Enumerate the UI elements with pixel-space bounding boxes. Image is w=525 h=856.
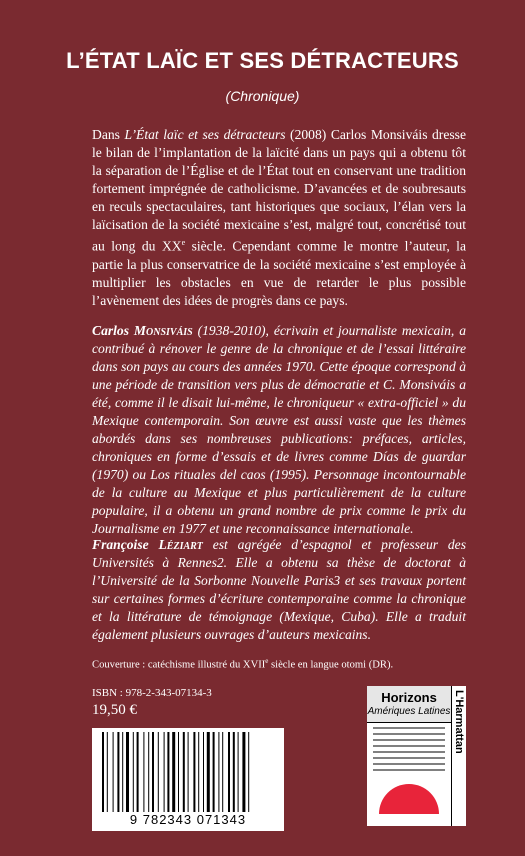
barcode-bar [126, 732, 129, 812]
barcode-bar [248, 732, 249, 812]
translator-bio: est agrégée d’espagnol et professeur des Universités à Rennes2. Elle a obtenu sa thèse de doctorat à l’Université de la Sorbonne Nouvelle Paris3 et ses travaux portent sur certaines formes d’écriture contemporaine comme la chronique et la littérature de témoignage (Mexique, Cuba). Elle a traduit également plusieurs ouvrages d’auteurs mexicains. [92, 537, 466, 642]
barcode-bar [233, 732, 235, 812]
barcode-bar [207, 732, 210, 812]
barcode-bar [117, 732, 119, 812]
cover-credit [92, 657, 472, 671]
barcode-bar [203, 732, 204, 812]
barcode-bar [242, 732, 245, 812]
barcode-bar [228, 732, 230, 812]
barcode-bar [222, 732, 223, 812]
barcode-bar [218, 732, 219, 812]
summary-intro: Dans [92, 127, 125, 142]
barcode-bar [107, 732, 108, 812]
summary-century-sup: e [181, 238, 186, 247]
translator-first-name: Françoise [92, 537, 159, 552]
summary-text-end: siècle. Cependant comme le montre l’auteur, la partie la plus conservatrice de la société mexicaine s’est employée à multiplier les obstacles en vue de retarder le plus possible l’avènement des idées de progrès dans ce pays. [92, 238, 466, 308]
author-first-name: Carlos [92, 323, 134, 338]
author-bio: (1938-2010), écrivain et journaliste mexicain, a contribué à rénover le genre de la chronique et de l’essai littéraire dans son pays au cours des années 1970. Cette époque correspond à une période de transition vers plus de démocratie et C. Monsiváis a été, comme il le disait lui-même, le chroniqueur « extra-officiel » du Mexique contemporain. Son œuvre est aussi vaste que les thèmes abordés dans ses nombreuses publications: préfaces, articles, chroniques en forme d’essais et de livres comme Días de guardar (1970) ou Los rituales del caos (1995). Personnage incontournable de la culture au Mexique et plus particulièrement de la culture populaire, il a obtenu un grand nombre de prix comme le prix du Journalisme en 1977 et une reconnaissance internationale. [92, 323, 466, 536]
sun-logo-icon [367, 722, 451, 826]
subcollection-name: Amériques Latines [367, 706, 451, 717]
cover-credit-suffix: siècle en langue otomi (DR). [268, 659, 394, 671]
cover-credit-prefix: Couverture : catéchisme illustré du [92, 659, 243, 671]
isbn: ISBN : 978-2-343-07134-3 [92, 687, 212, 699]
barcode-bar [183, 732, 185, 812]
barcode-bar [198, 732, 199, 812]
cover-credit-century: XVII [242, 659, 266, 671]
barcode-bar [158, 732, 159, 812]
barcode-bar [102, 732, 104, 812]
publisher-name: L'Harmattan [453, 690, 465, 754]
translator-last-name: Léziart [158, 537, 203, 552]
collection-name: Horizons [381, 690, 437, 705]
barcode-bar [122, 732, 123, 812]
summary-century: XX [161, 238, 182, 254]
barcode-bar [143, 732, 144, 812]
translator-bio-paragraph [92, 536, 466, 644]
summary-paragraph [92, 126, 466, 310]
collection-band [367, 686, 451, 723]
publisher-logo [367, 686, 465, 826]
barcode-bar [238, 732, 239, 812]
summary-book-title: L’État laïc et ses détracteurs [124, 127, 286, 142]
barcode-bar [148, 732, 149, 812]
barcode-bars [100, 732, 276, 812]
author-last-name: Monsiváis [133, 323, 193, 338]
barcode-bar [172, 732, 175, 812]
barcode-bar [137, 732, 139, 812]
barcode-bar [113, 732, 114, 812]
sun-shape [379, 784, 439, 814]
barcode-bar [167, 732, 169, 812]
book-subtitle: (Chronique) [225, 88, 300, 104]
cover-credit-century-sup: e [265, 657, 269, 665]
barcode-bar [178, 732, 179, 812]
author-bio-paragraph [92, 322, 466, 538]
book-title: L’ÉTAT LAÏC ET SES DÉTRACTEURS [66, 48, 459, 73]
barcode-bar [152, 732, 154, 812]
price: 19,50 € [92, 702, 137, 718]
barcode-bar [188, 732, 189, 812]
barcode [92, 728, 284, 831]
barcode-digits: 9 782343 071343 [129, 812, 247, 827]
barcode-bar [213, 732, 215, 812]
barcode-bar [164, 732, 165, 812]
summary-text: (2008) Carlos Monsiváis dresse le bilan de l’implantation de la laïcité dans un pays qui a obtenu tôt la séparation de l’Église et de l’État tout en conservant une tradition fortement imprégnée de catholicisme. D’avancées et de soubresauts en reculs spectaculaires, tant historiques que sociaux, l’élan vers la laïcisation de la société mexicaine s’est, malgré tout, concrétisé tout au long du [92, 127, 466, 254]
barcode-bar [193, 732, 195, 812]
barcode-bar [133, 732, 134, 812]
